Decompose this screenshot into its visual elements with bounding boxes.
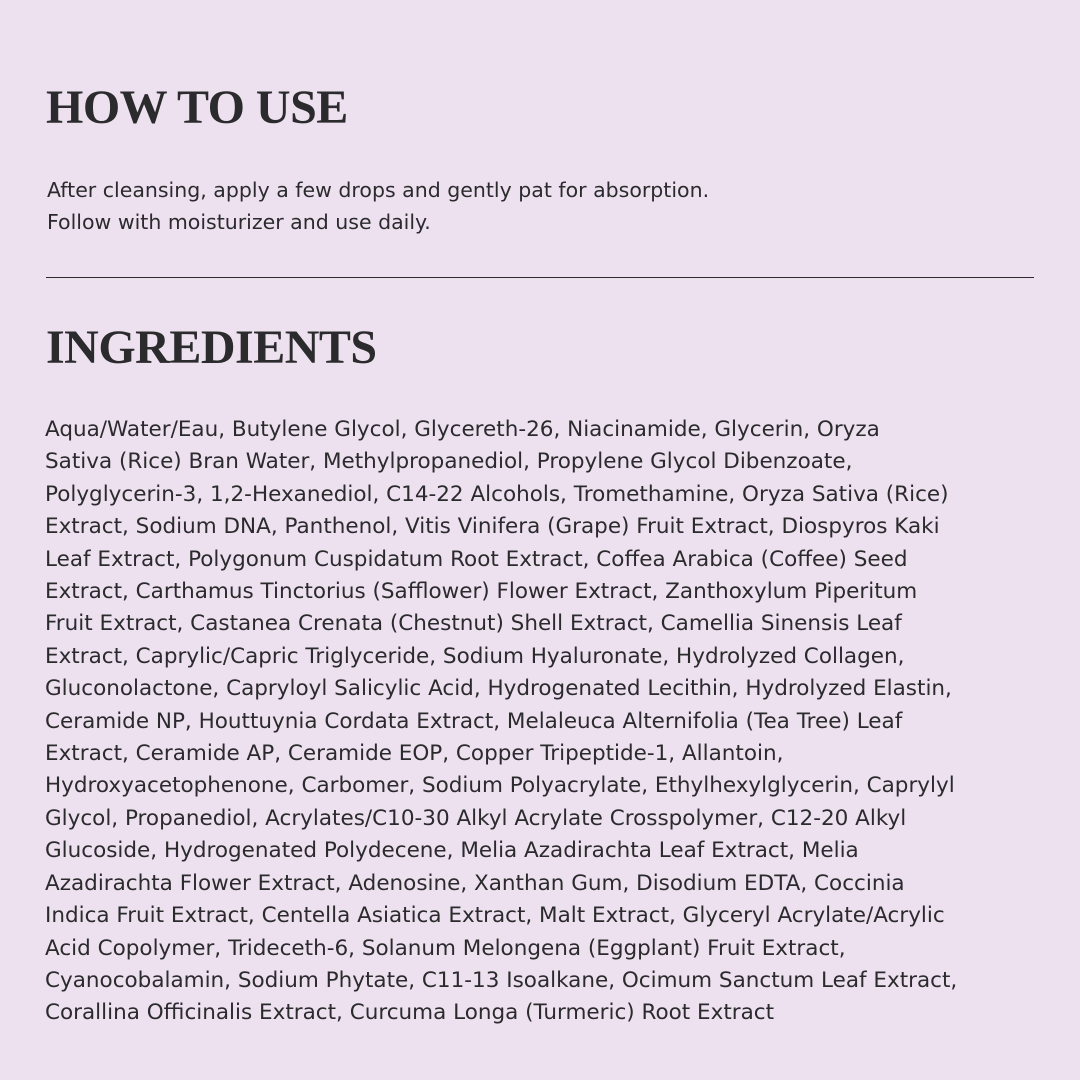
ingredients-line: Acid Copolymer, Trideceth-6, Solanum Melongena (Eggplant) Fruit Extract, (45, 935, 846, 961)
ingredients-line: Extract, Carthamus Tinctorius (Safflower) Flower Extract, Zanthoxylum Piperitum (45, 579, 918, 605)
ingredients-line: Glycol, Propanediol, Acrylates/C10-30 Alkyl Acrylate Crosspolymer, C12-20 Alkyl (45, 805, 907, 831)
ingredients-line: Hydroxyacetophenone, Carbomer, Sodium Polyacrylate, Ethylhexylglycerin, Caprylyl (45, 773, 955, 799)
ingredients-line: Azadirachta Flower Extract, Adenosine, Xanthan Gum, Disodium EDTA, Coccinia (45, 870, 905, 896)
ingredients-list (45, 414, 1035, 1030)
ingredients-line: Glucoside, Hydrogenated Polydecene, Melia Azadirachta Leaf Extract, Melia (45, 838, 859, 864)
ingredients-heading: INGREDIENTS (46, 321, 377, 374)
how-to-use-line: After cleansing, apply a few drops and gently pat for absorption. (47, 178, 710, 202)
ingredients-line: Polyglycerin-3, 1,2-Hexanediol, C14-22 Alcohols, Tromethamine, Oryza Sativa (Rice) (45, 481, 949, 507)
ingredients-line: Fruit Extract, Castanea Crenata (Chestnut) Shell Extract, Camellia Sinensis Leaf (45, 611, 902, 637)
section-divider (46, 277, 1034, 278)
ingredients-line: Leaf Extract, Polygonum Cuspidatum Root Extract, Coffea Arabica (Coffee) Seed (45, 546, 908, 572)
ingredients-line: Aqua/Water/Eau, Butylene Glycol, Glycereth-26, Niacinamide, Glycerin, Oryza (45, 417, 880, 442)
ingredients-line: Sativa (Rice) Bran Water, Methylpropanediol, Propylene Glycol Dibenzoate, (45, 449, 853, 475)
how-to-use-text (47, 174, 1047, 238)
ingredients-line: Gluconolactone, Capryloyl Salicylic Acid, Hydrogenated Lecithin, Hydrolyzed Elastin, (45, 676, 952, 702)
ingredients-line: Extract, Sodium DNA, Panthenol, Vitis Vinifera (Grape) Fruit Extract, Diospyros Kaki (45, 514, 940, 540)
ingredients-line: Indica Fruit Extract, Centella Asiatica Extract, Malt Extract, Glyceryl Acrylate/Acrylic (45, 903, 945, 929)
how-to-use-line: Follow with moisturizer and use daily. (47, 210, 431, 234)
ingredients-line: Extract, Ceramide AP, Ceramide EOP, Copper Tripeptide-1, Allantoin, (45, 741, 784, 767)
ingredients-line: Cyanocobalamin, Sodium Phytate, C11-13 Isoalkane, Ocimum Sanctum Leaf Extract, (45, 967, 958, 993)
how-to-use-heading: HOW TO USE (46, 81, 348, 134)
ingredients-line: Extract, Caprylic/Capric Triglyceride, Sodium Hyaluronate, Hydrolyzed Collagen, (45, 643, 905, 669)
ingredients-line: Ceramide NP, Houttuynia Cordata Extract, Melaleuca Alternifolia (Tea Tree) Leaf (45, 708, 903, 734)
ingredients-line: Corallina Officinalis Extract, Curcuma Longa (Turmeric) Root Extract (45, 1000, 775, 1026)
